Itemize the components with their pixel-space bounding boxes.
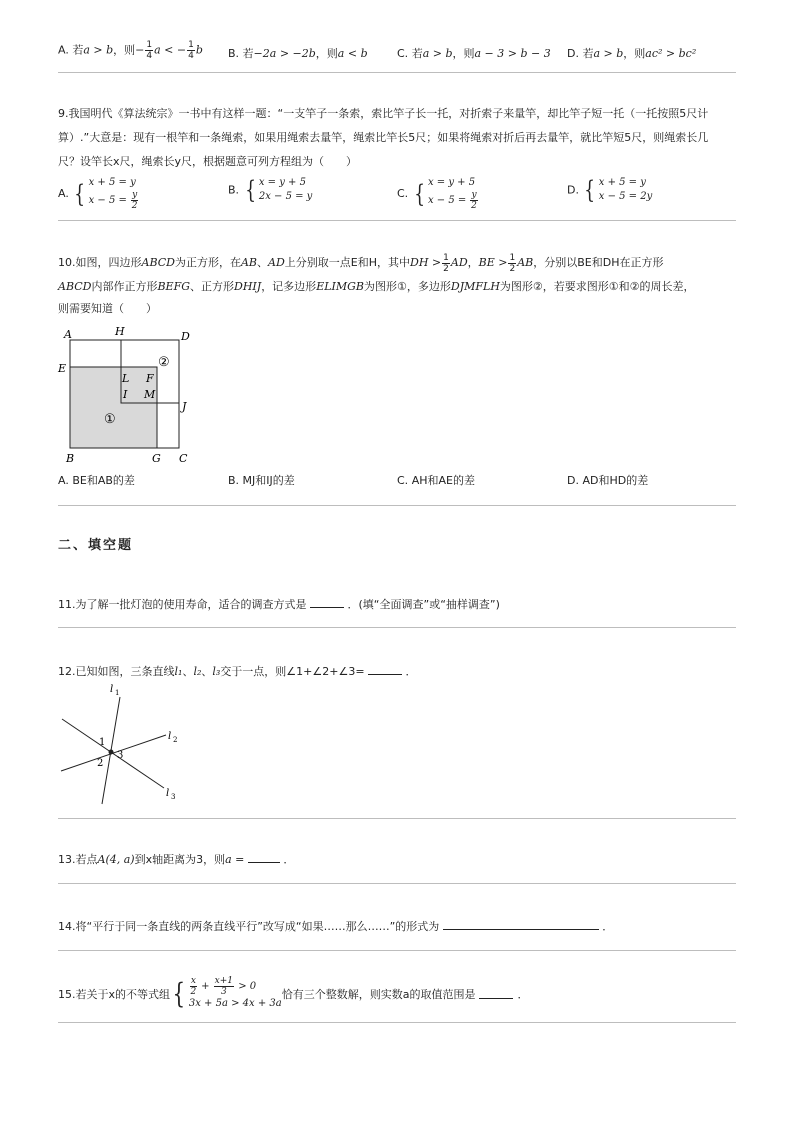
q8-option-a-sign: − [135, 43, 145, 57]
q8-option-d-text: 若 [582, 47, 594, 60]
q10-label-region-1: ① [104, 412, 116, 427]
q13: 13.若点A(4, a)到x轴距离为3，则a = ． [58, 853, 295, 866]
q12-angle-1: 1 [99, 737, 106, 748]
q8-option-a-frac2: $\frac{1}{4}$ [188, 40, 194, 61]
q8-option-d-label: D. [567, 47, 579, 60]
q10-option-d-label: D. [567, 474, 579, 487]
q8-option-d-then: ，则 [623, 47, 646, 60]
q10-line-1: 10.如图，四边形ABCD为正方形，在AB、AD上分别取一点E和H，其中DH > $\frac{1}{2}$ AD，BE > $\frac{1}{2}$ AB，分别以BE和DH在正方形 [58, 252, 664, 274]
q11 [58, 596, 500, 612]
q10-line-3: 则需要知道（ ） [58, 302, 157, 315]
divider [58, 627, 736, 628]
divider [58, 220, 736, 221]
q12-intersection [109, 750, 114, 755]
q8-option-b-text: 若 [242, 47, 254, 60]
q10-label-f: F [146, 372, 154, 385]
q10-label-g: G [152, 452, 161, 465]
q12-answer-blank[interactable] [368, 664, 402, 675]
q12-label-l2-sub: 2 [173, 736, 178, 744]
q15-text-2: 恰有三个整数解，则实数a的取值范围是 [281, 987, 476, 1001]
q15-answer-blank[interactable] [479, 988, 513, 999]
q9-option-c-system: { x = y + 5 x − 5 = $\frac{y}{2}$ [413, 177, 477, 211]
q12-label-l1-sub: 1 [115, 689, 120, 697]
divider [58, 950, 736, 951]
q9-line-1: 9.我国明代《算法统宗》一书中有这样一题：“一支竿子一条索，索比竿子长一托，对折索子来量竿，却比竿子短一托（一托按照5尺计 [58, 107, 709, 120]
divider [58, 505, 736, 506]
q10-option-d-text: AD和HD的差 [582, 474, 649, 487]
q10-label-c: C [179, 452, 188, 465]
q8-option-a-lt: < − [160, 43, 187, 57]
q10-option-b[interactable] [228, 472, 295, 488]
q10-label-e: E [58, 362, 67, 375]
q12-label-l3: l [166, 788, 170, 799]
q8-option-b-math1: −2a > −2b [253, 47, 316, 60]
q8-option-a-label: A. [58, 43, 69, 57]
q14-answer-blank[interactable] [443, 919, 599, 930]
q10-option-d[interactable] [567, 472, 648, 488]
q8-option-c-math2: a − 3 > b − 3 [474, 47, 551, 60]
q12-text-2: 交于一点，则∠1+∠2+∠3= [220, 665, 365, 678]
q10-option-c-text: AH和AE的差 [411, 474, 475, 487]
q12-label-l3-sub: 3 [171, 793, 176, 801]
q9-option-b-label: B. [228, 183, 240, 197]
q10-option-c[interactable] [397, 472, 475, 488]
divider [58, 72, 736, 73]
q8-option-c-text: 若 [411, 47, 423, 60]
q12-angle-2: 2 [97, 758, 104, 769]
q13-text-2: 到x轴距离为3，则 [134, 853, 226, 866]
q10-label-a: A [64, 328, 72, 341]
q8-option-c-math1: a > b [422, 47, 453, 60]
q12-text: 12.已知如图，三条直线 [58, 665, 175, 678]
q10-stem [58, 250, 738, 320]
q10-option-a[interactable] [58, 472, 135, 488]
q8-option-c-label: C. [397, 47, 409, 60]
q8-option-b-then: ，则 [315, 47, 338, 60]
q10-label-d: D [181, 330, 190, 343]
q10-option-b-text: MJ和IJ的差 [242, 474, 295, 487]
q9-option-b-system: { x = y + 5 2x − 5 = y [244, 176, 313, 204]
q8-option-a[interactable] [58, 40, 203, 61]
q10-option-a-label: A. [58, 474, 69, 487]
q8-option-d[interactable] [567, 45, 696, 61]
q13-answer-blank[interactable] [248, 852, 280, 863]
q12-figure [56, 680, 186, 806]
q10-label-i: I [123, 388, 128, 401]
q8-option-c[interactable] [397, 45, 551, 61]
q9-option-c[interactable] [397, 176, 479, 211]
q10-label-m: M [144, 388, 156, 401]
q9-option-a[interactable] [58, 176, 139, 211]
q8-option-b-math2: a < b [337, 47, 368, 60]
q9-option-d[interactable] [567, 176, 652, 204]
divider [58, 818, 736, 819]
q12: 12.已知如图，三条直线l₁、l₂、l₃交于一点，则∠1+∠2+∠3= ． [58, 665, 417, 678]
q8-option-a-then: ，则 [113, 43, 136, 57]
q8-option-a-text: 若 [72, 43, 84, 57]
q12-line-l2 [61, 735, 166, 771]
q13-point: A(4, a) [97, 853, 135, 866]
divider [58, 1022, 736, 1023]
divider [58, 883, 736, 884]
q10-option-a-text: BE和AB的差 [72, 474, 135, 487]
q8-option-d-math1: a > b [593, 47, 624, 60]
q10-figure [56, 322, 206, 468]
q10-line-2: ABCD内部作正方形BEFG、正方形DHIJ，记多边形ELIMGB为图形①，多边形DJMFLH为图形②，若要求图形①和②的周长差， [58, 280, 695, 293]
q13-math: a = [225, 853, 245, 866]
q11-answer-blank[interactable] [310, 597, 344, 608]
q11-text: 11.为了解一批灯泡的使用寿命，适合的调查方式是 [58, 598, 307, 611]
q9-option-c-label: C. [397, 187, 409, 200]
q9-stem [58, 102, 738, 174]
q8-option-c-then: ，则 [452, 47, 475, 60]
q9-line-3: 尺？设竿长x尺，绳索长y尺，根据题意可列方程组为（ ） [58, 155, 358, 168]
q8-option-d-math2: ac² > bc² [645, 47, 697, 60]
q8-option-a-var2: b [195, 43, 203, 57]
q9-option-d-label: D. [567, 183, 579, 197]
q15: 15.若关于x的不等式组 { $\frac{x}{2}$ + $\frac{x+1}{3}$ > 0 3x + 5a > 4x + 3a 恰有三个整数解，则实数a的取值范围是 ． [58, 976, 529, 1010]
q10-option-b-label: B. [228, 474, 240, 487]
q9-option-a-label: A. [58, 187, 69, 200]
q9-option-b[interactable] [228, 176, 312, 204]
q12-label-l2: l [168, 731, 172, 742]
section-title: 二、填空题 [58, 538, 134, 553]
q10-label-b: B [66, 452, 75, 465]
q14-text: 14.将“平行于同一条直线的两条直线平行”改写成“如果……那么……”的形式为 [58, 920, 440, 933]
q10-label-l: L [122, 372, 130, 385]
q10-label-h: H [115, 325, 125, 338]
q12-angle-3: 3 [117, 750, 124, 761]
q9-option-d-system: { x + 5 = y x − 5 = 2y [584, 176, 653, 204]
q15-text: 15.若关于x的不等式组 [58, 987, 171, 1001]
q9-option-a-system: { x + 5 = y x − 5 = $\frac{y}{2}$ [74, 177, 138, 211]
q9-line-2: 算）.”大意是：现有一根竿和一条绳索，如果用绳索去量竿，绳索比竿长5尺；如果将绳索对折后再去量竿，就比竿短5尺，则绳索长几 [58, 131, 709, 144]
q8-option-b-label: B. [228, 47, 240, 60]
q15-system: { $\frac{x}{2}$ + $\frac{x+1}{3}$ > 0 3x + 5a > 4x + 3a [172, 976, 282, 1010]
q10-label-j: J [182, 400, 187, 413]
q11-hint: ．(填“全面调查”或“抽样调查”) [347, 598, 500, 611]
q10-region-1 [70, 367, 157, 448]
q8-option-a-frac1: $\frac{1}{4}$ [146, 40, 153, 61]
q10-label-region-2: ② [158, 355, 170, 370]
q13-text: 13.若点 [58, 853, 98, 866]
q8-option-b[interactable] [228, 45, 368, 61]
q8-option-a-math: a > b [83, 43, 114, 57]
q10-option-c-label: C. [397, 474, 409, 487]
q14: 14.将“平行于同一条直线的两条直线平行”改写成“如果……那么……”的形式为 ． [58, 920, 614, 933]
q12-label-l1: l [110, 684, 114, 695]
q8-option-a-var: a [154, 43, 161, 57]
